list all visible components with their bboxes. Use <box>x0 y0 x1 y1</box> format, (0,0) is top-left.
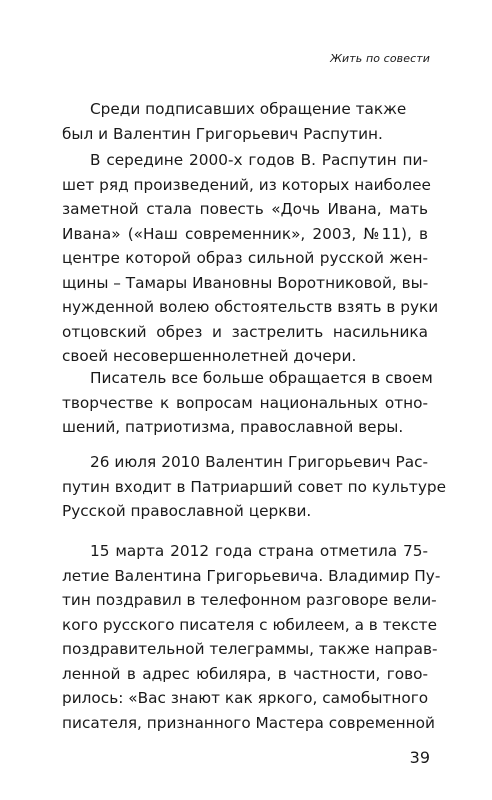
text-line: поздравительной телеграммы, также направ- <box>62 640 438 658</box>
page-number: 39 <box>409 748 430 767</box>
text-line: своей несовершеннолетней дочери. <box>62 347 357 365</box>
text-line: творчестве к вопросам национальных отно- <box>62 393 428 412</box>
text-line: Русской православной церкви. <box>62 502 312 520</box>
paragraph <box>62 450 446 524</box>
text-line: 15 марта 2012 года страна отметила 75- <box>90 542 428 560</box>
text-line: центре которой образ сильной русской жен- <box>62 249 428 267</box>
text-line: щины – Тамары Ивановны Воротниковой, вы- <box>62 273 429 292</box>
text-line: Ивана» («Наш современник», 2003, №11), в <box>62 224 428 243</box>
text-line: тин поздравил в телефонном разговоре вели- <box>62 591 437 609</box>
running-header: Жить по совести <box>330 52 430 65</box>
text-line: Среди подписавших обращение также <box>90 100 407 118</box>
text-line: кого русского писателя с юбилеем, а в тексте <box>62 615 437 634</box>
text-line: 26 июля 2010 Валентин Григорьевич Рас- <box>90 453 428 471</box>
text-line: Писатель все больше обращается в своем <box>90 369 433 387</box>
text-line: отцовский обрез и застрелить насильника <box>62 322 428 341</box>
text-line: ленной в адрес юбиляра, в частности, гово- <box>62 664 428 683</box>
text-line: нужденной волею обстоятельств взять в руки <box>62 298 439 316</box>
paragraph <box>62 366 433 440</box>
text-line: писателя, признанного Мастера современной <box>62 713 435 732</box>
paragraph <box>62 148 439 369</box>
text-line: шет ряд произведений, из которых наиболее <box>62 175 431 194</box>
text-line: В середине 2000-х годов В. Распутин пи- <box>90 151 428 169</box>
text-line: летие Валентина Григорьевича. Владимир Пу- <box>62 566 441 585</box>
paragraph <box>62 539 441 735</box>
text-line: шений, патриотизма, православной веры. <box>62 418 404 436</box>
paragraph <box>62 97 406 146</box>
text-line: заметной стала повесть «Дочь Ивана, мать <box>62 200 428 218</box>
text-line: рилось: «Вас знают как яркого, самобытного <box>62 689 429 707</box>
text-line: путин входит в Патриарший совет по культуре <box>62 477 446 496</box>
text-line: был и Валентин Григорьевич Распутин. <box>62 124 383 143</box>
